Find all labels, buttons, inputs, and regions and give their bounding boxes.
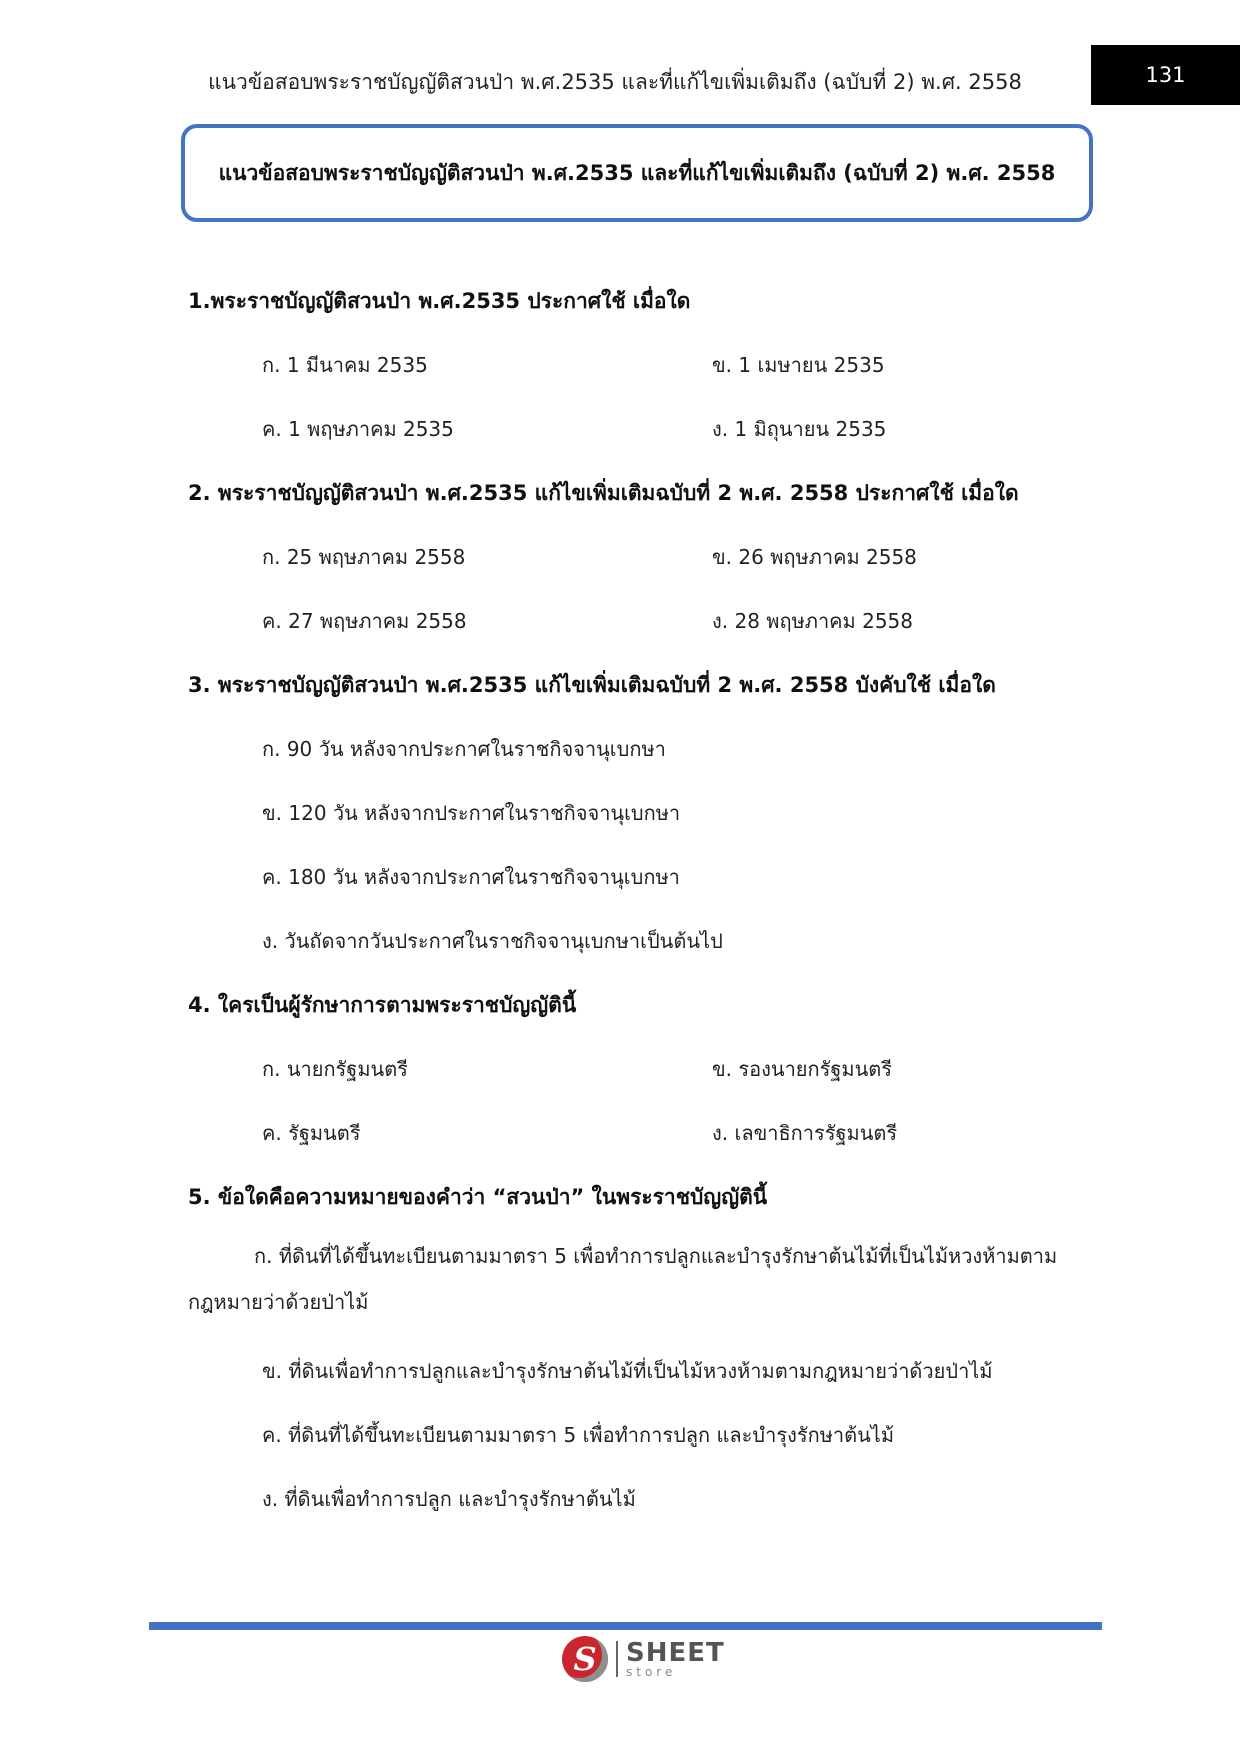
page-number: 131 (1091, 45, 1240, 105)
q3-option-d: ง. วันถัดจากวันประกาศในราชกิจจานุเบกษาเป็นต้นไป (262, 929, 723, 953)
question-5: 5. ข้อใดคือความหมายของคำว่า “สวนป่า” ในพระราชบัญญัตินี้ (188, 1185, 768, 1209)
q5-option-a: ก. ที่ดินที่ได้ขึ้นทะเบียนตามมาตรา 5 เพื่อทำการปลูกและบำรุงรักษาต้นไม้ที่เป็นไม้หวงห้ามตามกฎหมายว่าด้วยป่าไม้ (188, 1244, 1058, 1314)
running-header: แนวข้อสอบพระราชบัญญัติสวนป่า พ.ศ.2535 และที่แก้ไขเพิ่มเติมถึง (ฉบับที่ 2) พ.ศ. 2558 (208, 70, 1022, 94)
question-1: 1.พระราชบัญญัติสวนป่า พ.ศ.2535 ประกาศใช้ เมื่อใด (188, 289, 691, 313)
logo-wordmark (626, 1640, 725, 1678)
q2-option-b: ข. 26 พฤษภาคม 2558 (712, 545, 917, 569)
exam-title: แนวข้อสอบพระราชบัญญัติสวนป่า พ.ศ.2535 และที่แก้ไขเพิ่มเติมถึง (ฉบับที่ 2) พ.ศ. 2558 (218, 160, 1056, 185)
q5-option-b: ข. ที่ดินเพื่อทำการปลูกและบำรุงรักษาต้นไม้ที่เป็นไม้หวงห้ามตามกฎหมายว่าด้วยป่าไม้ (262, 1359, 993, 1383)
logo-subname: store (626, 1665, 677, 1679)
q1-option-c: ค. 1 พฤษภาคม 2535 (262, 417, 454, 441)
q4-option-a: ก. นายกรัฐมนตรี (262, 1057, 408, 1081)
q2-option-d: ง. 28 พฤษภาคม 2558 (712, 609, 913, 633)
q2-option-a: ก. 25 พฤษภาคม 2558 (262, 545, 466, 569)
question-2: 2. พระราชบัญญัติสวนป่า พ.ศ.2535 แก้ไขเพิ่มเติมฉบับที่ 2 พ.ศ. 2558 ประกาศใช้ เมื่อใด (188, 481, 1019, 505)
q5-option-d: ง. ที่ดินเพื่อทำการปลูก และบำรุงรักษาต้นไม้ (262, 1487, 636, 1511)
question-3: 3. พระราชบัญญัติสวนป่า พ.ศ.2535 แก้ไขเพิ่มเติมฉบับที่ 2 พ.ศ. 2558 บังคับใช้ เมื่อใด (188, 673, 996, 697)
exam-title-box (181, 124, 1093, 222)
logo-name: SHEET (626, 1638, 725, 1668)
q3-option-c: ค. 180 วัน หลังจากประกาศในราชกิจจานุเบกษา (262, 865, 680, 889)
q4-option-c: ค. รัฐมนตรี (262, 1121, 361, 1145)
sheet-store-logo (562, 1634, 725, 1684)
logo-s-icon: S (562, 1636, 608, 1682)
logo-divider (616, 1641, 618, 1677)
q4-option-b: ข. รองนายกรัฐมนตรี (712, 1057, 892, 1081)
q5-option-c: ค. ที่ดินที่ได้ขึ้นทะเบียนตามมาตรา 5 เพื่อทำการปลูก และบำรุงรักษาต้นไม้ (262, 1423, 895, 1447)
q3-option-b: ข. 120 วัน หลังจากประกาศในราชกิจจานุเบกษา (262, 801, 681, 825)
q1-option-d: ง. 1 มิถุนายน 2535 (712, 417, 887, 441)
question-4: 4. ใครเป็นผู้รักษาการตามพระราชบัญญัตินี้ (188, 993, 577, 1017)
q1-option-b: ข. 1 เมษายน 2535 (712, 353, 885, 377)
q3-option-a: ก. 90 วัน หลังจากประกาศในราชกิจจานุเบกษา (262, 737, 666, 761)
q4-option-d: ง. เลขาธิการรัฐมนตรี (712, 1121, 898, 1145)
q2-option-c: ค. 27 พฤษภาคม 2558 (262, 609, 467, 633)
footer-divider (149, 1622, 1102, 1630)
q1-option-a: ก. 1 มีนาคม 2535 (262, 353, 428, 377)
